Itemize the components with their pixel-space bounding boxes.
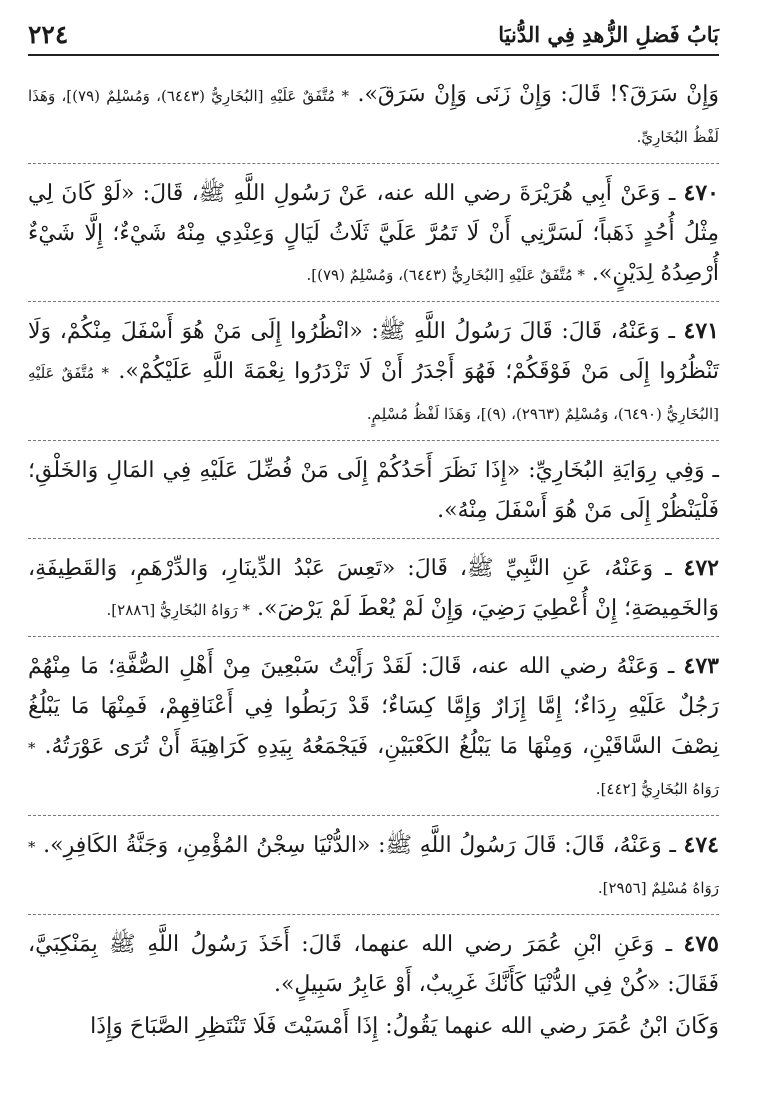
paragraph-divider: [28, 301, 719, 303]
hadith-continuation: [28, 74, 719, 157]
hadith-text: ـ وَعَنِ ابْنِ عُمَرَ رضي الله عنهما، قَالَ: أَخَذَ رَسُولُ اللَّهِ ﷺ بِمَنْكِبَيَّ، فَقَالَ: «كُنْ فِي الدُّنْيَا كَأَنَّكَ غَرِيبٌ، أَوْ عَابِرُ سَبِيلٍ».: [28, 932, 719, 997]
hadith-number: ٤٧٣: [683, 653, 719, 679]
hadith-number: ٤٧٠: [683, 180, 719, 206]
hadith-text: وَكَانَ ابْنُ عُمَرَ رضي الله عنهما يَقُولُ: إِذَا أَمْسَيْتَ فَلَا تَنْتَظِرِ الصَّبَاحَ وَإِذَا: [90, 1014, 719, 1039]
hadith-number: ٤٧٥: [683, 931, 719, 957]
hadith-text: ـ وَعَنْهُ، عَنِ النَّبِيِّ ﷺ، قَالَ: «تَعِسَ عَبْدُ الدِّينَارِ، وَالدِّرْهَمِ، وَالقَطِيفَةِ، وَالخَمِيصَةِ؛ إِنْ أُعْطِيَ رَضِيَ، وَإِنْ لَمْ يُعْطَ لَمْ يَرْضَ».: [28, 556, 719, 621]
hadith-text: ـ وَعَنْهُ، قَالَ: قَالَ رَسُولُ اللَّهِ ﷺ: «الدُّنْيَا سِجْنُ المُؤْمِنِ، وَجَنَّةُ الكَافِرِ».: [35, 833, 684, 858]
hadith-reference: * رَوَاهُ البُخَارِيُّ [٤٤٢].: [28, 739, 719, 798]
paragraph-divider: [28, 636, 719, 638]
page-header: [28, 14, 719, 56]
hadith-reference: * رَوَاهُ مُسْلِمٌ [٢٩٥٦].: [28, 838, 719, 897]
chapter-title: بَابُ فَضلِ الزُّهدِ فِي الدُّنيَا: [498, 21, 719, 47]
hadith-473: [28, 646, 719, 809]
page-body: [28, 74, 719, 1048]
hadith-475-continuation: [28, 1006, 719, 1048]
hadith-text: ـ وَفِي رِوَايَةِ البُخَارِيِّ: «إِذَا نَظَرَ أَحَدُكُمْ إِلَى مَنْ فُضِّلَ عَلَيْهِ فِي المَالِ وَالخَلْقِ؛ فَلْيَنْظُرْ إِلَى مَنْ هُوَ أَسْفَلَ مِنْهُ».: [28, 458, 719, 523]
hadith-474: [28, 825, 719, 908]
paragraph-divider: [28, 163, 719, 165]
hadith-text: ـ وَعَنْهُ، قَالَ: قَالَ رَسُولُ اللَّهِ ﷺ: «انْظُرُوا إِلَى مَنْ هُوَ أَسْفَلَ مِنْكُمْ، وَلَا تَنْظُرُوا إِلَى مَنْ فَوْقَكُمْ؛ فَهُوَ أَجْدَرُ أَنْ لَا تَزْدَرُوا نِعْمَةَ اللَّهِ عَلَيْكُمْ».: [28, 319, 720, 384]
hadith-reference: * مُتَّفَقٌ عَلَيْهِ [البُخَارِيُّ (٦٤٤٣)، وَمُسْلِمٌ (٧٩)]، وَهَذَا لَفْظُ البُخَارِيِّ.: [28, 87, 719, 146]
hadith-reference: * مُتَّفَقٌ عَلَيْهِ [البُخَارِيُّ (٦٤٩٠)، وَمُسْلِمٌ (٢٩٦٣)، (٩)]، وَهَذَا لَفْظُ مُسْلِمٍ.: [28, 364, 719, 423]
hadith-number: ٤٧٤: [683, 832, 719, 858]
hadith-472: [28, 548, 719, 630]
paragraph-divider: [28, 815, 719, 817]
hadith-text: ـ وَعَنْ أَبِي هُرَيْرَةَ رضي الله عنه، عَنْ رَسُولِ اللَّهِ ﷺ، قَالَ: «لَوْ كَانَ لِي مِثْلُ أُحُدٍ ذَهَباً؛ لَسَرَّنِي أَنْ لَا تَمُرَّ عَلَيَّ ثَلَاثُ لَيَالٍ وَعِنْدِي مِنْهُ شَيْءٌ؛ إِلَّا شَيْءٌ أُرْصِدُهُ لِدَيْنٍ».: [28, 181, 719, 286]
hadith-470: [28, 173, 719, 295]
page-number: ٢٢٤: [28, 19, 69, 49]
hadith-reference: * مُتَّفَقٌ عَلَيْهِ [البُخَارِيُّ (٦٤٤٣)، وَمُسْلِمٌ (٧٩)].: [306, 266, 585, 284]
hadith-reference: * رَوَاهُ البُخَارِيُّ [٢٨٨٦].: [106, 601, 251, 619]
paragraph-divider: [28, 914, 719, 916]
paragraph-divider: [28, 538, 719, 540]
hadith-475: [28, 924, 719, 1006]
hadith-text: وَإِنْ سَرَقَ؟! قَالَ: وَإِنْ زَنَى وَإِنْ سَرَقَ».: [348, 82, 720, 107]
hadith-text: ـ وَعَنْهُ رضي الله عنه، قَالَ: لَقَدْ رَأَيْتُ سَبْعِينَ مِنْ أَهْلِ الصُّفَّةِ؛ مَا مِنْهُمْ رَجُلٌ عَلَيْهِ رِدَاءٌ؛ إِمَّا إِزَارٌ وَإِمَّا كِسَاءٌ؛ قَدْ رَبَطُوا فِي أَعْنَاقِهِمْ، فَمِنْهَا مَا يَبْلُغُ نِصْفَ السَّاقَيْنِ، وَمِنْهَا مَا يَبْلُغُ الكَعْبَيْنِ، فَيَجْمَعُهُ بِيَدِهِ كَرَاهِيَةَ أَنْ تُرَى عَوْرَتُهُ.: [28, 654, 719, 759]
hadith-number: ٤٧١: [683, 318, 719, 344]
hadith-471: [28, 311, 719, 434]
hadith-number: ٤٧٢: [683, 555, 719, 581]
hadith-471-riwaya: [28, 450, 719, 532]
paragraph-divider: [28, 440, 719, 442]
